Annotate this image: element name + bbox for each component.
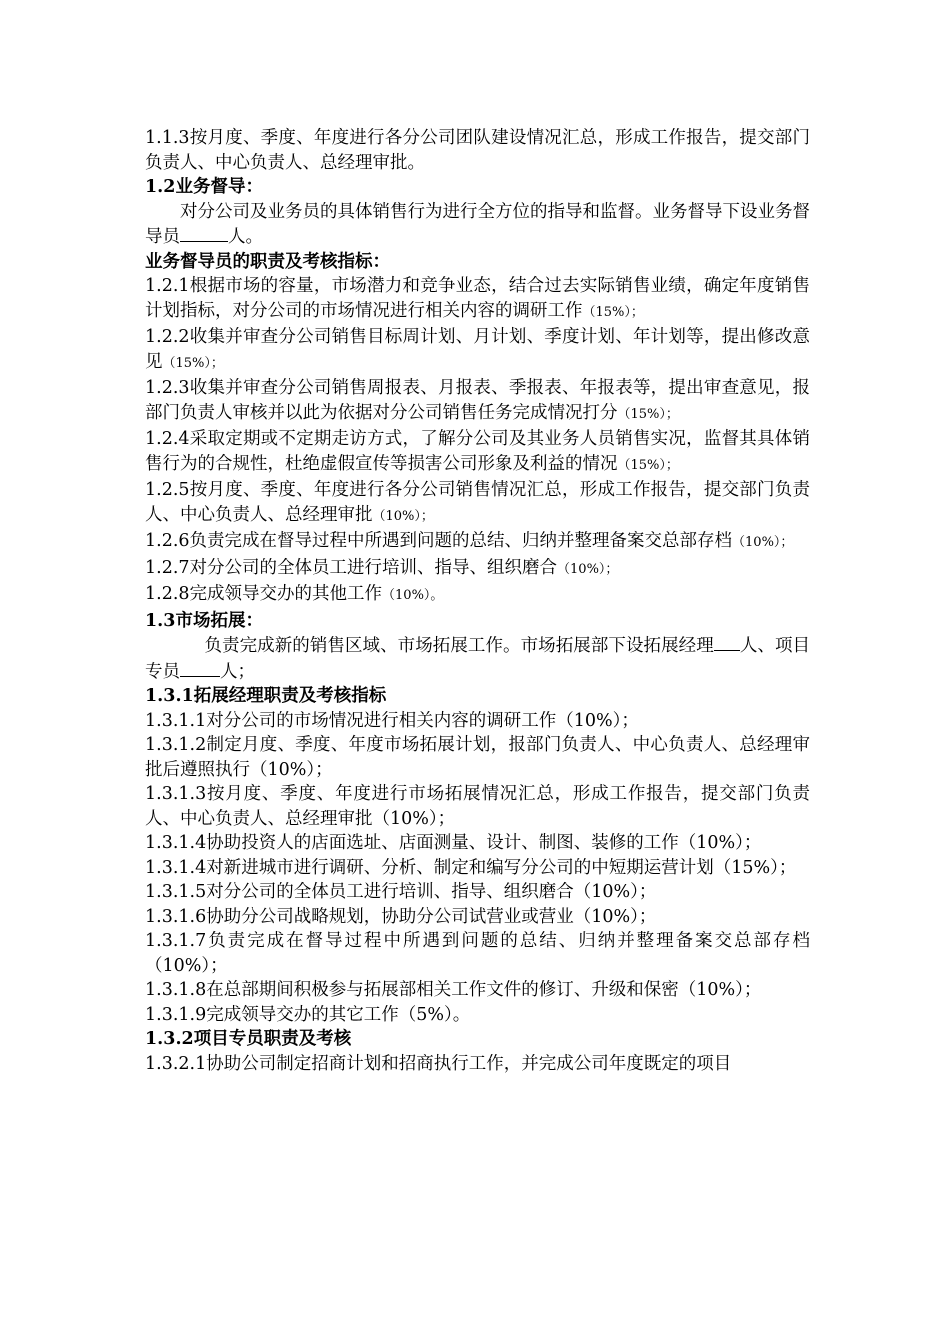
paragraph-1-3-1-6: 1.3.1.6协助分公司战略规划，协助分公司试营业或营业（10%）；	[145, 906, 657, 927]
blank-underline	[180, 659, 220, 677]
item-weight: （10%）；	[372, 508, 434, 524]
paragraph-1-2-8	[145, 582, 810, 609]
paragraph-1-3-1-4a: 1.3.1.4协助投资人的店面选址、店面测量、设计、制图、装修的工作（10%）；	[145, 833, 762, 853]
paragraph-1-3-1-9: 1.3.1.9完成领导交办的其它工作（5%）。	[145, 1004, 471, 1025]
item-text: 1.2.1根据市场的容量，市场潜力和竞争业态，结合过去实际销售业绩，确定年度销售计划指标，对分公司的市场情况进行相关内容的调研工作	[145, 276, 810, 321]
blank-underline	[180, 224, 228, 242]
item-text: 1.2.3收集并审查分公司销售周报表、月报表、季报表、年报表等，提出审查意见，报部门负责人审核并以此为依据对分公司销售任务完成情况打分	[145, 378, 810, 423]
paragraph-1-3-1-4b: 1.3.1.4对新进城市进行调研、分析、制定和编写分公司的中短期运营计划（15%）；	[145, 857, 797, 878]
paragraph-1-2-7	[145, 556, 810, 583]
item-text: 1.2.7对分公司的全体员工进行培训、指导、组织磨合	[145, 557, 558, 578]
item-weight: （10%）。	[382, 588, 444, 603]
paragraph-1-3-1-5: 1.3.1.5对分公司的全体员工进行培训、指导、组织磨合（10%）；	[145, 882, 657, 902]
paragraph-1-2-3	[145, 376, 810, 427]
heading-1-3-2: 1.3.2项目专员职责及考核	[145, 1029, 352, 1049]
paragraph-1-2-2	[145, 325, 810, 376]
intro-text-end: 人。	[228, 227, 263, 247]
item-text: 1.2.6负责完成在督导过程中所遇到问题的总结、归纳并整理备案交总部存档	[145, 531, 733, 551]
paragraph-1-1-3: 1.1.3按月度、季度、年度进行各分公司团队建设情况汇总，形成工作报告，提交部门负责人、中心负责人、总经理审批。	[145, 128, 810, 173]
heading-1-2: 1.2业务督导：	[145, 177, 263, 197]
paragraph-1-2-intro	[145, 200, 810, 250]
item-weight: （15%）；	[617, 406, 679, 422]
intro-text: 负责完成新的销售区域、市场拓展工作。市场拓展部下设拓展经理	[204, 636, 714, 656]
item-weight: （10%）；	[732, 535, 794, 550]
blank-underline	[714, 633, 740, 651]
item-text: 1.2.2收集并审查分公司销售目标周计划、月计划、季度计划、年计划等，提出修改意见	[145, 327, 810, 372]
paragraph-1-3-intro	[145, 633, 810, 684]
paragraph-1-2-1	[145, 274, 810, 325]
heading-1-3: 1.3市场拓展：	[145, 610, 263, 631]
item-weight: （15%）；	[582, 304, 644, 320]
item-text: 1.2.8完成领导交办的其他工作	[145, 584, 383, 604]
heading-1-3-1: 1.3.1拓展经理职责及考核指标	[145, 686, 387, 706]
heading-duties: 业务督导员的职责及考核指标：	[145, 251, 390, 272]
paragraph-1-2-4	[145, 427, 810, 478]
paragraph-1-3-2-1: 1.3.2.1协助公司制定招商计划和招商执行工作，并完成公司年度既定的项目	[145, 1053, 732, 1074]
item-text: 1.2.4采取定期或不定期走访方式，了解分公司及其业务人员销售实况，监督其具体销售行为的合规性，杜绝虚假宣传等损害公司形象及利益的情况	[145, 429, 810, 474]
paragraph-1-3-1-7: 1.3.1.7负责完成在督导过程中所遇到问题的总结、归纳并整理备案交总部存档（10%）；	[145, 931, 810, 976]
paragraph-1-3-1-3: 1.3.1.3按月度、季度、年度进行市场拓展情况汇总，形成工作报告，提交部门负责人、中心负责人、总经理审批（10%）；	[145, 784, 810, 829]
paragraph-1-3-1-1: 1.3.1.1对分公司的市场情况进行相关内容的调研工作（10%）；	[145, 710, 639, 731]
item-weight: （15%）；	[617, 457, 679, 473]
item-weight: （15%）；	[162, 355, 224, 371]
paragraph-1-3-1-8: 1.3.1.8在总部期间积极参与拓展部相关工作文件的修订、升级和保密（10%）；	[145, 980, 762, 1000]
document-page	[145, 126, 810, 1076]
paragraph-1-2-5	[145, 478, 810, 529]
intro-text-end: 人；	[220, 661, 255, 682]
paragraph-1-2-6	[145, 529, 810, 556]
intro-text: 对分公司及业务员的具体销售行为进行全方位的指导和监督。业务督导下设业务督导员	[145, 201, 810, 247]
item-text: 1.2.5按月度、季度、年度进行各分公司销售情况汇总，形成工作报告，提交部门负责人、中心负责人、总经理审批	[145, 480, 810, 525]
paragraph-1-3-1-2: 1.3.1.2制定月度、季度、年度市场拓展计划，报部门负责人、中心负责人、总经理审批后遵照执行（10%）；	[145, 735, 810, 780]
intro-text-mid: 人、项目专员	[145, 636, 811, 682]
item-weight: （10%）；	[557, 561, 619, 577]
